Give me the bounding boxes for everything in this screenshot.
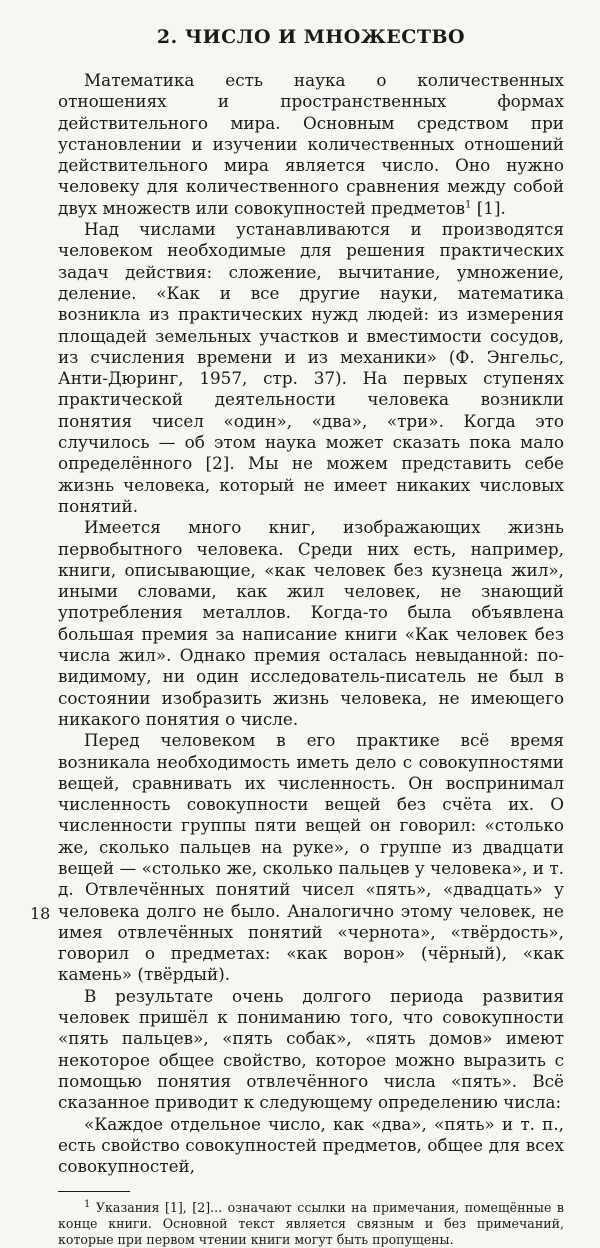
main-text	[58, 70, 564, 1177]
paragraph: «Каждое отдельное число, как «два», «пять» и т. п., есть свойство совокупностей предметов, общее для всех совокупностей,	[58, 1113, 564, 1177]
paragraph: В результате очень долгого периода развития человек пришёл к пониманию того, что совокупности «пять пальцев», «пять собак», «пять домов» имеют некоторое общее свойство, которое можно выразить с помощью понятия отвлечённого числа «пять». Всё сказанное приводит к следующему определению числа:	[58, 985, 564, 1113]
page-number: 18	[30, 904, 51, 923]
footnote-number: 1	[84, 1199, 91, 1211]
footnote-marker: 1	[465, 199, 472, 211]
section-title: 2. ЧИСЛО И МНОЖЕСТВО	[156, 26, 466, 48]
paragraph: Имеется много книг, изображающих жизнь первобытного человека. Среди них есть, например, книги, описывающие, «как человек без кузнеца жил», иными словами, как жил человек, не знающий употребления металлов. Когда-то была объявлена большая премия за написание книги «Как человек без числа жил». Однако премия осталась невыданной: по-видимому, ни один исследователь-писатель не был в состоянии изобразить жизнь человека, не имеющего никакого понятия о числе.	[58, 517, 564, 729]
footnote	[58, 1200, 564, 1248]
footnote-divider	[58, 1191, 130, 1192]
footnote-text: Указания [1], [2]... означают ссылки на примечания, помещённые в конце книги. Основной текст является связным и без примечаний, которые при первом чтении книги могут быть пропущены.	[58, 1200, 564, 1248]
paragraph: Над числами устанавливаются и производятся человеком необходимые для решения практических задач действия: сложение, вычитание, умножение, деление. «Как и все другие науки, математика возникла из практических нужд людей: из измерения площадей земельных участков и вместимости сосудов, из счисления времени и из механики» (Ф. Энгельс, Анти-Дюринг, 1957, стр. 37). На первых ступенях практической деятельности человека возникли понятия чисел «один», «два», «три». Когда это случилось — об этом наука может сказать пока мало определённого [2]. Мы не можем представить себе жизнь человека, который не имеет никаких числовых понятий.	[58, 219, 564, 516]
paragraph: Математика есть наука о количественных отношениях и пространственных формах действительного мира. Основным средством при установлении и изучении количественных отношений действительного мира является число. Оно нужно человеку для количественного сравнения между собой двух множеств или совокупностей предметов$^1$ [1].	[58, 70, 564, 218]
paragraph: Перед человеком в его практике всё время возникала необходимость иметь дело с совокупностями вещей, сравнивать их численность. Он воспринимал численность совокупности вещей без счёта их. О численности группы пяти вещей он говорил: «столько же, сколько пальцев на руке», о группе из двадцати вещей — «столько же, сколько пальцев у человека», и т. д. Отвлечённых понятий чисел «пять», «двадцать» у человека долго не было. Аналогично этому человек, не имея отвлечённых понятий «чернота», «твёрдость», говорил о предметах: «как ворон» (чёрный), «как камень» (твёрдый).	[58, 730, 564, 985]
